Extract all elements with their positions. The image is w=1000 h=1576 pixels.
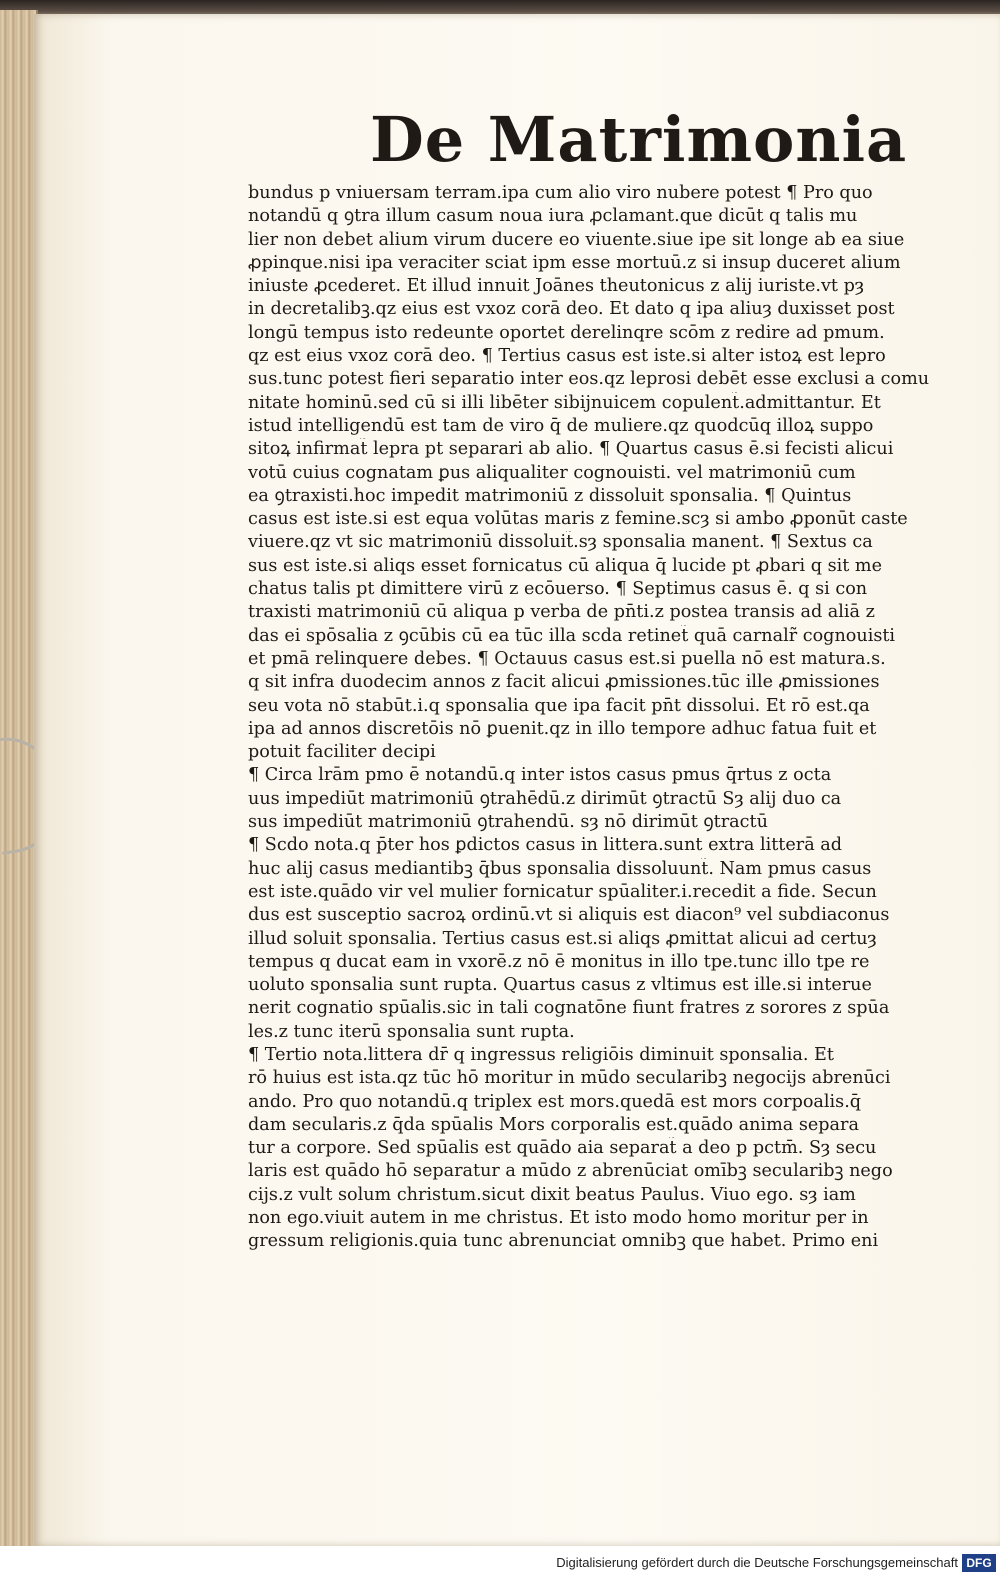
text-line: istud intelligendū est tam de viro q̄ de muliere.qz quodcūq illoꝝ suppo: [248, 415, 874, 436]
text-line: ipa ad annos discretōis nō ꝑuenit.qz in illo tempore adhuc fatua fuit et: [248, 718, 877, 739]
text-line: sus impediūt matrimoniū ꝯtrahendū. sȝ nō dirimūt ꝯtractū: [248, 812, 768, 833]
text-line: ꝓpinque.nisi ipa veraciter sciat ipm esse mortuū.z si insup duceret alium: [248, 252, 901, 273]
text-line: les.z tunc iterū sponsalia sunt rupta.: [248, 1021, 575, 1042]
text-line: non ego.viuit autem in me christus. Et isto modo homo moritur per in: [248, 1208, 869, 1229]
footer-bar: [0, 1546, 1000, 1576]
text-line: lier non debet alium virum ducere eo viuente.siue ipe sit longe ab ea siue: [248, 229, 905, 250]
dfg-logo: DFG: [962, 1554, 996, 1572]
text-line: est iste.quādo vir vel mulier fornicatur spūaliter.i.recedit a fide. Secun: [248, 881, 877, 902]
text-line: ea ꝯtraxisti.hoc impedit matrimoniū z dissoluit sponsalia. ¶ Quintus: [248, 485, 852, 506]
text-line: sus est iste.si aliqs esset fornicatus cū aliqua q̄ lucide pt ꝓbari q sit me: [248, 555, 883, 576]
text-line: traxisti matrimoniū cū aliqua p verba de pn̄ti.z postea transis ad aliā z: [248, 602, 875, 623]
text-line: ¶ Circa lrām pmo ē notandū.q inter istos casus pmus q̄rtus z octa: [248, 765, 832, 786]
text-line: in decretalibꝫ.qz eius est vxoz corā deo. Et dato q ipa aliuȝ duxisset post: [248, 299, 895, 320]
funding-notice: Digitalisierung gefördert durch die Deutsche Forschungsgemeinschaft: [556, 1555, 958, 1570]
text-line: dam secularis.z q̄da spūalis Mors corporalis est.quādo anima separa: [248, 1114, 859, 1135]
text-line: nitate hominū.sed cū si illi libēter sibijnuicem copulent̃.admittantur. Et: [248, 392, 881, 413]
text-line: ando. Pro quo notandū.q triplex est mors.quedā est mors corpoalis.q̄: [248, 1091, 862, 1112]
text-line: longū tempus isto redeunte oportet derelinqre scōm z redire ad pmum.: [248, 322, 885, 343]
text-line: potuit faciliter decipi: [248, 742, 436, 763]
text-line: seu vota nō stabūt.i.q sponsalia que ipa facit pn̄t dissolui. Et rō est.qa: [248, 695, 870, 716]
text-line: chatus talis pt dimittere virū z ecōuerso. ¶ Septimus casus ē. q si con: [248, 579, 868, 600]
text-line: qz est eius vxoz corā deo. ¶ Tertius casus est iste.si alter istoꝝ est lepro: [248, 346, 886, 367]
text-line: sus.tunc potest fieri separatio inter eos.qz leprosi debēt esse exclusi a comu: [248, 369, 930, 390]
text-line: dus est susceptio sacroꝝ ordinū.vt si aliquis est diacon⁹ vel subdiaconus: [248, 905, 890, 926]
text-line: laris est quādo hō separatur a mūdo z abrenūciat omībꝫ secularibꝫ nego: [248, 1161, 893, 1182]
text-line: bundus p vniuersam terram.ipa cum alio viro nubere potest ¶ Pro quo: [248, 183, 873, 203]
text-line: tempus q ducat eam in vxorē.z nō ē monitus in illo tpe.tunc illo tpe re: [248, 951, 870, 972]
text-line: casus est iste.si est equa volūtas maris z femine.scȝ si ambo ꝓponūt caste: [248, 509, 908, 530]
text-line: uus impediūt matrimoniū ꝯtrahēdū.z dirimūt ꝯtractū Sȝ alij duo ca: [248, 788, 842, 809]
text-line: das ei spōsalia z ꝯcūbis cū ea tūc illa scd̄a retinet̃ quā carnalr̃ cognouisti: [248, 625, 896, 646]
text-line: viuere.qz vt sic matrimoniū dissoluit̃.sȝ sponsalia manent. ¶ Sextus ca: [248, 532, 873, 553]
text-line: uoluto sponsalia sunt rupta. Quartus casus z vltimus est ille.si interue: [248, 975, 872, 996]
text-line: et pmā relinquere debes. ¶ Octauus casus est.si puella nō est matura.s.: [248, 648, 886, 669]
text-line: votū cuius cognatam ꝑus aliqualiter cognouisti. vel matrimoniū cum: [248, 462, 856, 483]
text-line: ¶ Tertio nota.littera dr̄ q ingressus religiōis diminuit sponsalia. Et: [248, 1044, 834, 1065]
text-line: cijs.z vult solum christum.sicut dixit beatus Paulus. Viuo ego. sȝ iam: [248, 1184, 856, 1205]
text-line: tur a corpore. Sed spūalis est quādo aia separat̃ a deo p pctm̄. Sȝ secu: [248, 1138, 877, 1159]
body-text: [248, 182, 958, 1254]
running-header: De Matrimonia: [370, 103, 908, 176]
text-line: illud soluit sponsalia. Tertius casus est.si aliqs ꝓmittat alicui ad certuȝ: [248, 928, 877, 949]
text-line: iniuste ꝓcederet. Et illud innuit Joānes theutonicus z alij iuriste.vt pȝ: [248, 276, 865, 297]
text-line: ¶ Scd̄o nota.q p̄ter hos ꝑdictos casus in littera.sunt extra litterā ad: [248, 835, 843, 856]
text-line: sitoꝝ infirmat̃ lepra pt separari ab alio. ¶ Quartus casus ē.si fecisti alicui: [248, 439, 894, 460]
text-line: notandū q ꝯtra illum casum noua iura ꝓclamant.que dicūt q talis mu: [248, 206, 858, 227]
text-line: gressum religionis.quia tunc abrenunciat omnibꝫ que habet. Primo eni: [248, 1231, 879, 1252]
text-line: nerit cognatio spūalis.sic in tali cognatōne fiunt fratres z sorores z spūa: [248, 998, 890, 1019]
text-line: rō huius est ista.qz tūc hō moritur in mūdo secularibꝫ negocijs abrenūci: [248, 1068, 891, 1089]
text-line: q sit infra duodecim annos z facit alicui ꝓmissiones.tūc ille ꝓmissiones: [248, 672, 880, 693]
text-line: huc alij casus mediantibꝫ q̄bus sponsalia dissoluunt̃. Nam pmus casus: [248, 858, 872, 879]
